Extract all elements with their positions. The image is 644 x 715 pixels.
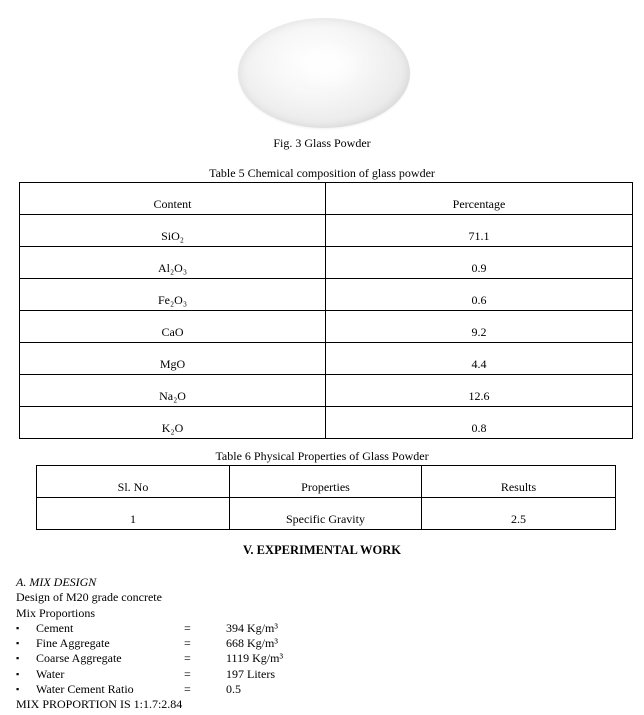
table-row bbox=[20, 215, 633, 247]
item-value: 197 Liters bbox=[226, 666, 275, 681]
result-cell: 2.5 bbox=[422, 498, 616, 530]
item-value: 0.5 bbox=[226, 682, 241, 697]
content-cell: K₂O bbox=[20, 407, 326, 439]
table5-caption: Table 5 Chemical composition of glass powder bbox=[209, 166, 435, 180]
percentage-cell: 9.2 bbox=[326, 311, 633, 343]
percentage-cell: 71.1 bbox=[326, 215, 633, 247]
item-label: Coarse Aggregate bbox=[36, 651, 122, 666]
item-label: Cement bbox=[36, 620, 74, 635]
table-row bbox=[37, 498, 616, 530]
percentage-cell: 0.8 bbox=[326, 407, 633, 439]
mix-proportion-result: MIX PROPORTION IS 1:1.7:2.84 bbox=[16, 697, 183, 712]
percentage-cell: 12.6 bbox=[326, 375, 633, 407]
item-value: 668 Kg/m³ bbox=[226, 636, 278, 651]
table-row bbox=[20, 247, 633, 279]
content-cell: MgO bbox=[20, 343, 326, 375]
property-cell: Specific Gravity bbox=[230, 498, 422, 530]
list-item bbox=[16, 636, 278, 651]
table-row bbox=[20, 407, 633, 439]
list-item bbox=[16, 620, 278, 636]
equals-sign: = bbox=[184, 651, 191, 666]
table-header-row bbox=[37, 466, 616, 498]
sl-no-cell: 1 bbox=[37, 498, 230, 530]
mix-proportions-label: Mix Proportions bbox=[16, 605, 96, 620]
header-content: Content bbox=[20, 183, 326, 215]
bullet-icon: ▪ bbox=[16, 653, 20, 664]
table-row bbox=[20, 311, 633, 343]
header-percentage: Percentage bbox=[326, 183, 633, 215]
content-cell: Fe₂O₃ bbox=[20, 279, 326, 311]
item-value: 394 Kg/m³ bbox=[226, 620, 278, 635]
table6-caption: Table 6 Physical Properties of Glass Powder bbox=[215, 449, 429, 463]
list-item bbox=[16, 651, 284, 666]
glass-powder-dish bbox=[238, 18, 410, 128]
design-line: Design of M20 grade concrete bbox=[16, 590, 162, 605]
chemical-composition-table bbox=[19, 182, 633, 439]
list-item bbox=[16, 666, 275, 682]
equals-sign: = bbox=[184, 666, 191, 681]
table-header-row bbox=[20, 183, 633, 215]
section-heading: V. EXPERIMENTAL WORK bbox=[242, 543, 401, 557]
header-results: Results bbox=[422, 466, 616, 498]
glass-powder-image bbox=[238, 18, 410, 128]
equals-sign: = bbox=[184, 620, 191, 635]
mix-design-subheading: A. MIX DESIGN bbox=[16, 575, 97, 589]
content-cell: Al₂O₃ bbox=[20, 247, 326, 279]
header-properties: Properties bbox=[230, 466, 422, 498]
bullet-icon: ▪ bbox=[16, 622, 20, 633]
bullet-icon: ▪ bbox=[16, 638, 20, 649]
bullet-icon: ▪ bbox=[16, 668, 20, 679]
table-row bbox=[20, 375, 633, 407]
percentage-cell: 0.6 bbox=[326, 279, 633, 311]
percentage-cell: 4.4 bbox=[326, 343, 633, 375]
item-label: Water bbox=[36, 666, 65, 681]
table-row bbox=[20, 343, 633, 375]
equals-sign: = bbox=[184, 636, 191, 651]
percentage-cell: 0.9 bbox=[326, 247, 633, 279]
table-row bbox=[20, 279, 633, 311]
content-cell: Na₂O bbox=[20, 375, 326, 407]
mix-design-block bbox=[16, 575, 284, 713]
equals-sign: = bbox=[184, 682, 191, 697]
bullet-icon: ▪ bbox=[16, 684, 20, 695]
item-value: 1119 Kg/m³ bbox=[226, 651, 284, 666]
list-item bbox=[16, 682, 241, 697]
content-cell: SiO₂ bbox=[20, 215, 326, 247]
header-sl-no: Sl. No bbox=[37, 466, 230, 498]
physical-properties-table bbox=[36, 465, 616, 530]
item-label: Fine Aggregate bbox=[36, 636, 110, 651]
item-label: Water Cement Ratio bbox=[36, 682, 134, 697]
content-cell: CaO bbox=[20, 311, 326, 343]
figure-caption: Fig. 3 Glass Powder bbox=[273, 136, 371, 150]
